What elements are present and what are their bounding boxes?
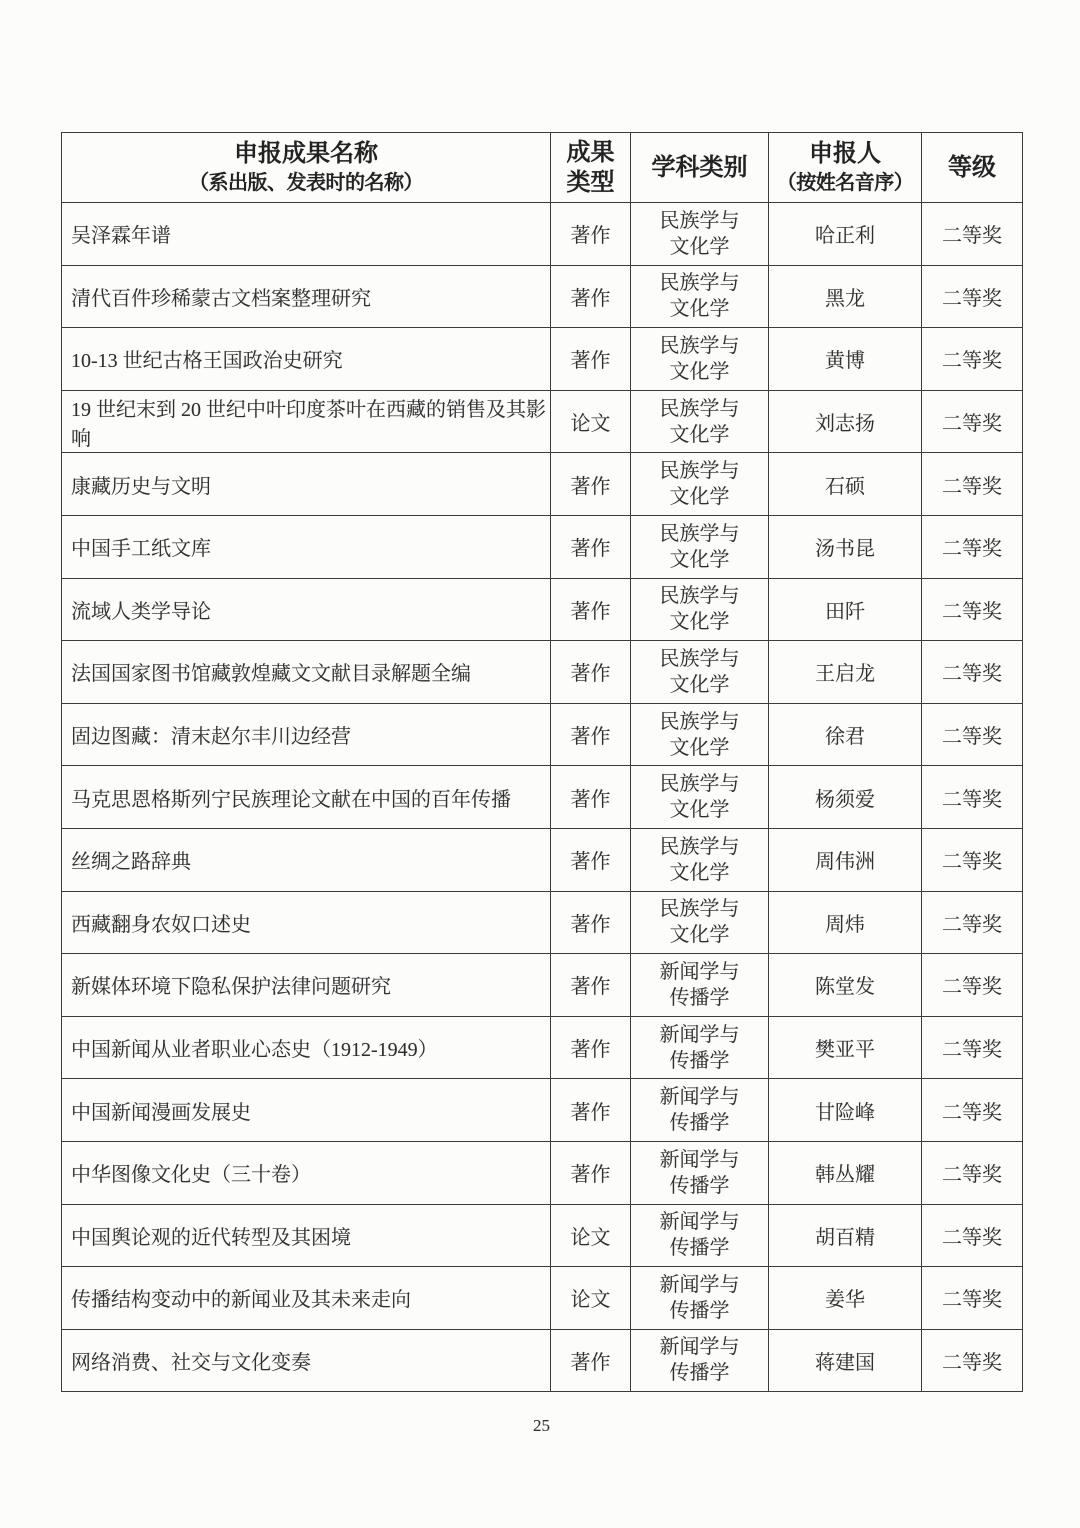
- result-applicant: 田阡: [769, 578, 922, 641]
- result-grade: 二等奖: [922, 328, 1023, 391]
- table-row: [62, 390, 1023, 453]
- result-type: 著作: [551, 453, 631, 516]
- result-type: 著作: [551, 265, 631, 328]
- result-grade: 二等奖: [922, 703, 1023, 766]
- result-applicant: 蒋建国: [769, 1329, 922, 1392]
- result-subject-line1: 民族学与: [659, 209, 740, 232]
- result-subject: [631, 641, 769, 704]
- result-subject-line2: 传播学: [669, 986, 730, 1009]
- result-name: 西藏翻身农奴口述史: [62, 891, 551, 954]
- result-name: 固边图藏：清末赵尔丰川边经营: [62, 703, 551, 766]
- result-subject-line2: 文化学: [669, 486, 730, 509]
- awards-table: [61, 132, 1023, 1392]
- result-grade: 二等奖: [922, 1204, 1023, 1267]
- table-row: [62, 203, 1023, 266]
- result-subject-line2: 传播学: [669, 1299, 730, 1322]
- result-applicant: 刘志扬: [769, 390, 922, 453]
- result-grade: 二等奖: [922, 1016, 1023, 1079]
- result-grade: 二等奖: [922, 1267, 1023, 1330]
- table-row: [62, 1079, 1023, 1142]
- result-type: 著作: [551, 578, 631, 641]
- result-subject-line1: 新闻学与: [659, 1148, 740, 1171]
- result-type: 论文: [551, 1204, 631, 1267]
- table-row: [62, 265, 1023, 328]
- result-name: 中国新闻从业者职业心态史（1912-1949）: [62, 1016, 551, 1079]
- result-subject: [631, 1016, 769, 1079]
- table-row: [62, 328, 1023, 391]
- result-grade: 二等奖: [922, 954, 1023, 1017]
- header-applicant-subtitle: （按姓名音序）: [776, 172, 914, 194]
- result-name: 流域人类学导论: [62, 578, 551, 641]
- table-row: [62, 1204, 1023, 1267]
- table-row: [62, 1141, 1023, 1204]
- result-name: 清代百件珍稀蒙古文档案整理研究: [62, 265, 551, 328]
- table-row: [62, 891, 1023, 954]
- result-name: 新媒体环境下隐私保护法律问题研究: [62, 954, 551, 1017]
- table-row: [62, 453, 1023, 516]
- result-applicant: 周伟洲: [769, 828, 922, 891]
- header-subject-category: 学科类别: [631, 133, 769, 203]
- result-type: 著作: [551, 766, 631, 829]
- header-applicant-title: 申报人: [809, 141, 881, 167]
- result-type: 著作: [551, 515, 631, 578]
- result-applicant: 石硕: [769, 453, 922, 516]
- table-header-row: [62, 133, 1023, 203]
- result-type: 论文: [551, 1267, 631, 1330]
- result-subject-line2: 传播学: [669, 1362, 730, 1385]
- table-row: [62, 578, 1023, 641]
- result-subject-line1: 新闻学与: [659, 1086, 740, 1109]
- result-applicant: 王启龙: [769, 641, 922, 704]
- result-grade: 二等奖: [922, 1079, 1023, 1142]
- result-applicant: 杨须爱: [769, 766, 922, 829]
- result-subject-line2: 文化学: [669, 861, 730, 884]
- result-subject: [631, 954, 769, 1017]
- result-grade: 二等奖: [922, 891, 1023, 954]
- result-subject: [631, 203, 769, 266]
- result-type: 论文: [551, 390, 631, 453]
- header-achievement-name-subtitle: （系出版、发表时的名称）: [189, 172, 423, 194]
- result-subject: [631, 578, 769, 641]
- result-subject: [631, 265, 769, 328]
- result-grade: 二等奖: [922, 203, 1023, 266]
- result-name: 康藏历史与文明: [62, 453, 551, 516]
- result-subject-line2: 文化学: [669, 799, 730, 822]
- result-type: 著作: [551, 328, 631, 391]
- result-grade: 二等奖: [922, 1329, 1023, 1392]
- result-subject: [631, 766, 769, 829]
- result-name: 法国国家图书馆藏敦煌藏文文献目录解题全编: [62, 641, 551, 704]
- result-subject-line2: 传播学: [669, 1112, 730, 1135]
- result-applicant: 姜华: [769, 1267, 922, 1330]
- result-subject: [631, 1267, 769, 1330]
- result-subject-line1: 民族学与: [659, 585, 740, 608]
- result-grade: 二等奖: [922, 578, 1023, 641]
- result-subject-line1: 民族学与: [659, 835, 740, 858]
- result-name: 中国舆论观的近代转型及其困境: [62, 1204, 551, 1267]
- result-subject-line1: 民族学与: [659, 460, 740, 483]
- result-name: 马克思恩格斯列宁民族理论文献在中国的百年传播: [62, 766, 551, 829]
- result-subject: [631, 703, 769, 766]
- result-applicant: 樊亚平: [769, 1016, 922, 1079]
- result-subject: [631, 453, 769, 516]
- result-name: 中国新闻漫画发展史: [62, 1079, 551, 1142]
- result-name: 10-13 世纪古格王国政治史研究: [62, 328, 551, 391]
- result-grade: 二等奖: [922, 265, 1023, 328]
- result-applicant: 陈堂发: [769, 954, 922, 1017]
- result-applicant: 哈正利: [769, 203, 922, 266]
- page-number: 25: [533, 1416, 550, 1435]
- result-grade: 二等奖: [922, 828, 1023, 891]
- result-name: 传播结构变动中的新闻业及其未来走向: [62, 1267, 551, 1330]
- result-subject-line2: 文化学: [669, 360, 730, 383]
- result-type: 著作: [551, 891, 631, 954]
- header-achievement-type-line1: 成果: [566, 139, 615, 166]
- header-achievement-type: [551, 133, 631, 203]
- header-applicant: [769, 133, 922, 203]
- result-subject-line1: 新闻学与: [659, 960, 740, 983]
- result-subject-line2: 传播学: [669, 1237, 730, 1260]
- table-row: [62, 1016, 1023, 1079]
- result-subject-line1: 民族学与: [659, 773, 740, 796]
- result-name: 网络消费、社交与文化变奏: [62, 1329, 551, 1392]
- result-name: 丝绸之路辞典: [62, 828, 551, 891]
- header-achievement-name-title: 申报成果名称: [234, 141, 378, 167]
- header-achievement-name: [62, 133, 551, 203]
- result-applicant: 黑龙: [769, 265, 922, 328]
- result-applicant: 胡百精: [769, 1204, 922, 1267]
- result-name: 中华图像文化史（三十卷）: [62, 1141, 551, 1204]
- table-row: [62, 766, 1023, 829]
- table-row: [62, 1329, 1023, 1392]
- result-subject-line1: 新闻学与: [659, 1023, 740, 1046]
- result-grade: 二等奖: [922, 1141, 1023, 1204]
- result-subject: [631, 515, 769, 578]
- result-subject-line1: 民族学与: [659, 272, 740, 295]
- result-grade: 二等奖: [922, 390, 1023, 453]
- result-grade: 二等奖: [922, 453, 1023, 516]
- result-name: 19 世纪末到 20 世纪中叶印度茶叶在西藏的销售及其影响: [62, 390, 551, 453]
- result-subject-line2: 传播学: [669, 1049, 730, 1072]
- result-grade: 二等奖: [922, 515, 1023, 578]
- result-subject-line1: 民族学与: [659, 710, 740, 733]
- result-subject: [631, 1329, 769, 1392]
- table-row: [62, 641, 1023, 704]
- result-type: 著作: [551, 828, 631, 891]
- result-applicant: 韩丛耀: [769, 1141, 922, 1204]
- result-subject-line2: 文化学: [669, 924, 730, 947]
- result-applicant: 汤书昆: [769, 515, 922, 578]
- result-type: 著作: [551, 1141, 631, 1204]
- result-type: 著作: [551, 203, 631, 266]
- result-subject-line1: 新闻学与: [659, 1336, 740, 1359]
- result-subject: [631, 390, 769, 453]
- result-applicant: 黄博: [769, 328, 922, 391]
- result-type: 著作: [551, 641, 631, 704]
- header-achievement-type-line2: 类型: [566, 169, 615, 196]
- result-subject-line2: 文化学: [669, 673, 730, 696]
- awards-table-body: [62, 203, 1023, 1392]
- table-row: [62, 1267, 1023, 1330]
- result-type: 著作: [551, 1079, 631, 1142]
- result-subject-line1: 民族学与: [659, 647, 740, 670]
- result-subject-line1: 民族学与: [659, 334, 740, 357]
- result-subject: [631, 891, 769, 954]
- result-subject: [631, 1141, 769, 1204]
- result-type: 著作: [551, 1016, 631, 1079]
- awards-table-header: [62, 133, 1023, 203]
- result-applicant: 徐君: [769, 703, 922, 766]
- result-name: 吴泽霖年谱: [62, 203, 551, 266]
- result-type: 著作: [551, 703, 631, 766]
- result-subject-line1: 民族学与: [659, 397, 740, 420]
- result-subject-line2: 文化学: [669, 736, 730, 759]
- result-grade: 二等奖: [922, 641, 1023, 704]
- result-name: 中国手工纸文库: [62, 515, 551, 578]
- table-row: [62, 828, 1023, 891]
- result-subject-line1: 民族学与: [659, 522, 740, 545]
- result-subject-line2: 文化学: [669, 548, 730, 571]
- result-grade: 二等奖: [922, 766, 1023, 829]
- result-subject: [631, 1079, 769, 1142]
- result-subject: [631, 828, 769, 891]
- result-subject-line1: 新闻学与: [659, 1273, 740, 1296]
- table-row: [62, 703, 1023, 766]
- result-subject: [631, 328, 769, 391]
- result-type: 著作: [551, 954, 631, 1017]
- result-type: 著作: [551, 1329, 631, 1392]
- result-subject-line2: 传播学: [669, 1174, 730, 1197]
- result-subject: [631, 1204, 769, 1267]
- result-subject-line1: 新闻学与: [659, 1211, 740, 1234]
- result-subject-line1: 民族学与: [659, 898, 740, 921]
- result-subject-line2: 文化学: [669, 298, 730, 321]
- result-applicant: 甘险峰: [769, 1079, 922, 1142]
- table-row: [62, 515, 1023, 578]
- result-subject-line2: 文化学: [669, 235, 730, 258]
- result-subject-line2: 文化学: [669, 423, 730, 446]
- table-row: [62, 954, 1023, 1017]
- result-applicant: 周炜: [769, 891, 922, 954]
- header-grade: 等级: [922, 133, 1023, 203]
- result-subject-line2: 文化学: [669, 611, 730, 634]
